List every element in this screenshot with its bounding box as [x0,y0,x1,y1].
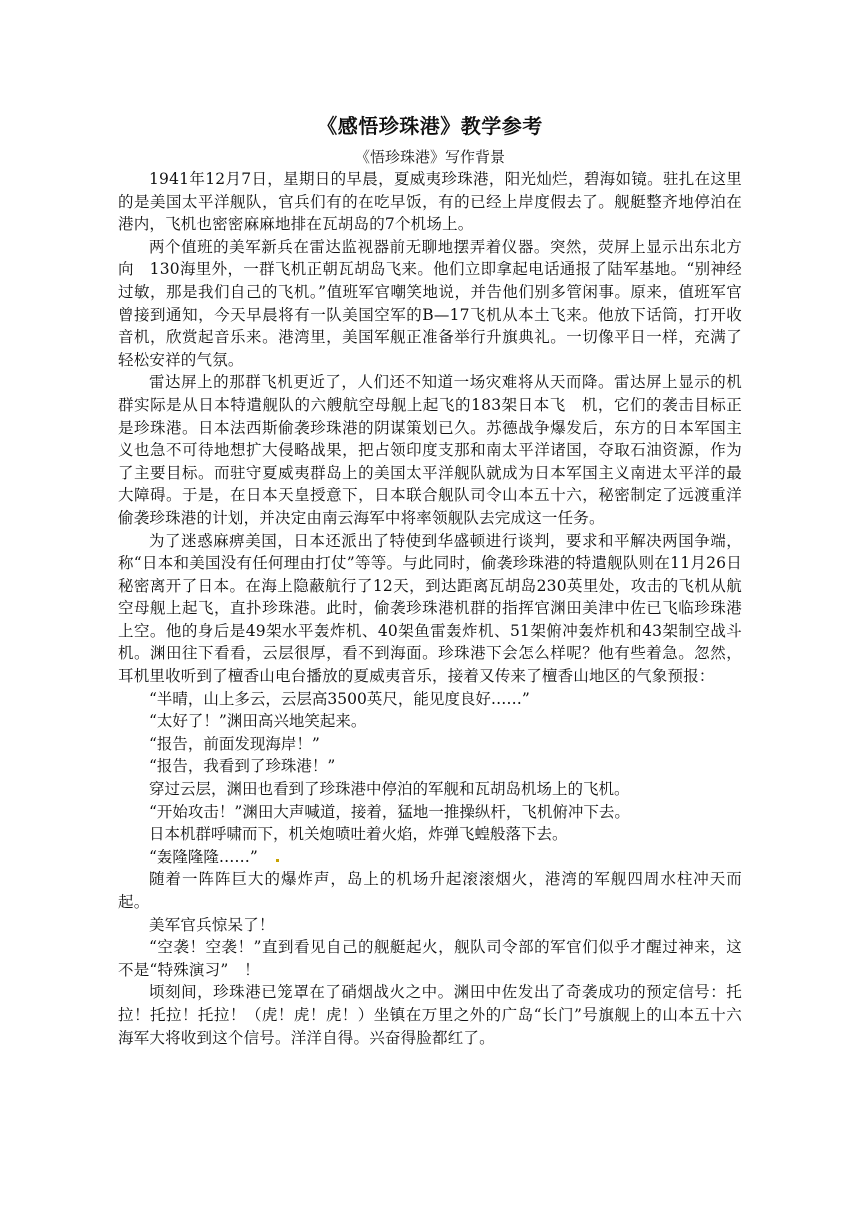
paragraph-1: 1941年12月7日，星期日的早晨，夏威夷珍珠港，阳光灿烂，碧海如镜。驻扎在这里的是美国太平洋舰队，官兵们有的在吃早饭，有的已经上岸度假去了。舰艇整齐地停泊在港内，飞机也密密麻麻地排在瓦胡岛的7个机场上。 [118,170,742,234]
document-title: 《感悟珍珠港》教学参考 [317,114,543,138]
dialogue-line-5: 穿过云层，渊田也看到了珍珠港中停泊的军舰和瓦胡岛机场上的飞机。 [149,780,630,799]
document-page [118,112,742,1049]
document-subtitle: 《悟珍珠港》写作背景 [354,148,505,166]
dialogue-line-8-text: “轰隆隆隆……” [149,847,258,866]
dialogue-line-6: “开始攻击！”渊田大声喊道，接着，猛地一推操纵杆，飞机俯冲下去。 [149,802,630,821]
paragraph-7: “空袭！空袭！”直到看见自己的舰艇起火，舰队司令部的军官们似乎才醒过神来，这不是“特殊演习” ！ [118,938,742,979]
paragraph-2: 两个值班的美军新兵在雷达监视器前无聊地摆弄着仪器。突然，荧屏上显示出东北方向 130海里外，一群飞机正朝瓦胡岛飞来。他们立即拿起电话通报了陆军基地。“别神经过敏，那是我们自己的飞机。”值班军官嘲笑地说，并告他们别多管闲事。原来，值班军官曾接到通知，今天早晨将有一队美国空军的B—17飞机从本土飞来。他放下话筒，打开收音机，欣赏起音乐来。港湾里，美国军舰正准备举行升旗典礼。一切像平日一样，充满了轻松安祥的气氛。 [118,237,742,369]
dialogue-line-4: “报告，我看到了珍珠港！” [149,757,336,776]
paragraph-4: 为了迷惑麻痹美国，日本还派出了特使到华盛顿进行谈判，要求和平解决两国争端，称“日本和美国没有任何理由打仗”等等。与此同时，偷袭珍珠港的特遣舰队则在11月26日秘密离开了日本。在海上隐蔽航行了12天，到达距离瓦胡岛230英里处，攻击的飞机从航空母舰上起飞，直扑珍珠港。此时，偷袭珍珠港机群的指挥官渊田美津中佐已飞临珍珠港上空。他的身后是49架水平轰炸机、40架鱼雷轰炸机、51架俯冲轰炸机和43架制空战斗机。渊田往下看看，云层很厚，看不到海面。珍珠港下会怎么样呢？他有些着急。忽然，耳机里收听到了檀香山电台播放的夏威夷音乐，接着又传来了檀香山地区的气象预报： [118,531,742,686]
paragraph-5: 随着一阵阵巨大的爆炸声，岛上的机场升起滚滚烟火，港湾的军舰四周水柱冲天而起。 [118,870,742,911]
dialogue-line-2: “太好了！”渊田高兴地笑起来。 [149,712,367,731]
paragraph-6: 美军官兵惊呆了！ [149,915,275,934]
stray-mark [276,859,279,862]
paragraph-3: 雷达屏上的那群飞机更近了，人们还不知道一场灾难将从天而降。雷达屏上显示的机群实际是从日本特遣舰队的六艘航空母舰上起飞的183架日本飞 机，它们的袭击目标正是珍珠港。日本法西斯偷袭珍珠港的阴谋策划已久。苏德战争爆发后，东方的日本军国主义也急不可待地想扩大侵略战果，把占领印度支那和南太平洋诸国，夺取石油资源，作为了主要目标。而驻守夏威夷群岛上的美国太平洋舰队就成为日本军国主义南进太平洋的最大障碍。于是，在日本天皇授意下，日本联合舰队司令山本五十六，秘密制定了远渡重洋偷袭珍珠港的计划，并决定由南云海军中将率领舰队去完成这一任务。 [118,373,742,527]
dialogue-line-3: “报告，前面发现海岸！” [149,734,320,753]
dialogue-line-8 [118,846,742,869]
dialogue-line-7: 日本机群呼啸而下，机关炮喷吐着火焰，炸弹飞蝗般落下去。 [149,825,568,844]
dialogue-line-1: “半晴，山上多云，云层高3500英尺，能见度良好……” [149,689,530,708]
paragraph-8: 顷刻间，珍珠港已笼罩在了硝烟战火之中。渊田中佐发出了奇袭成功的预定信号：托拉！托拉！托拉！（虎！虎！虎！）坐镇在万里之外的广岛“长门”号旗舰上的山本五十六海军大将收到这个信号。洋洋自得。兴奋得脸都红了。 [118,983,742,1047]
